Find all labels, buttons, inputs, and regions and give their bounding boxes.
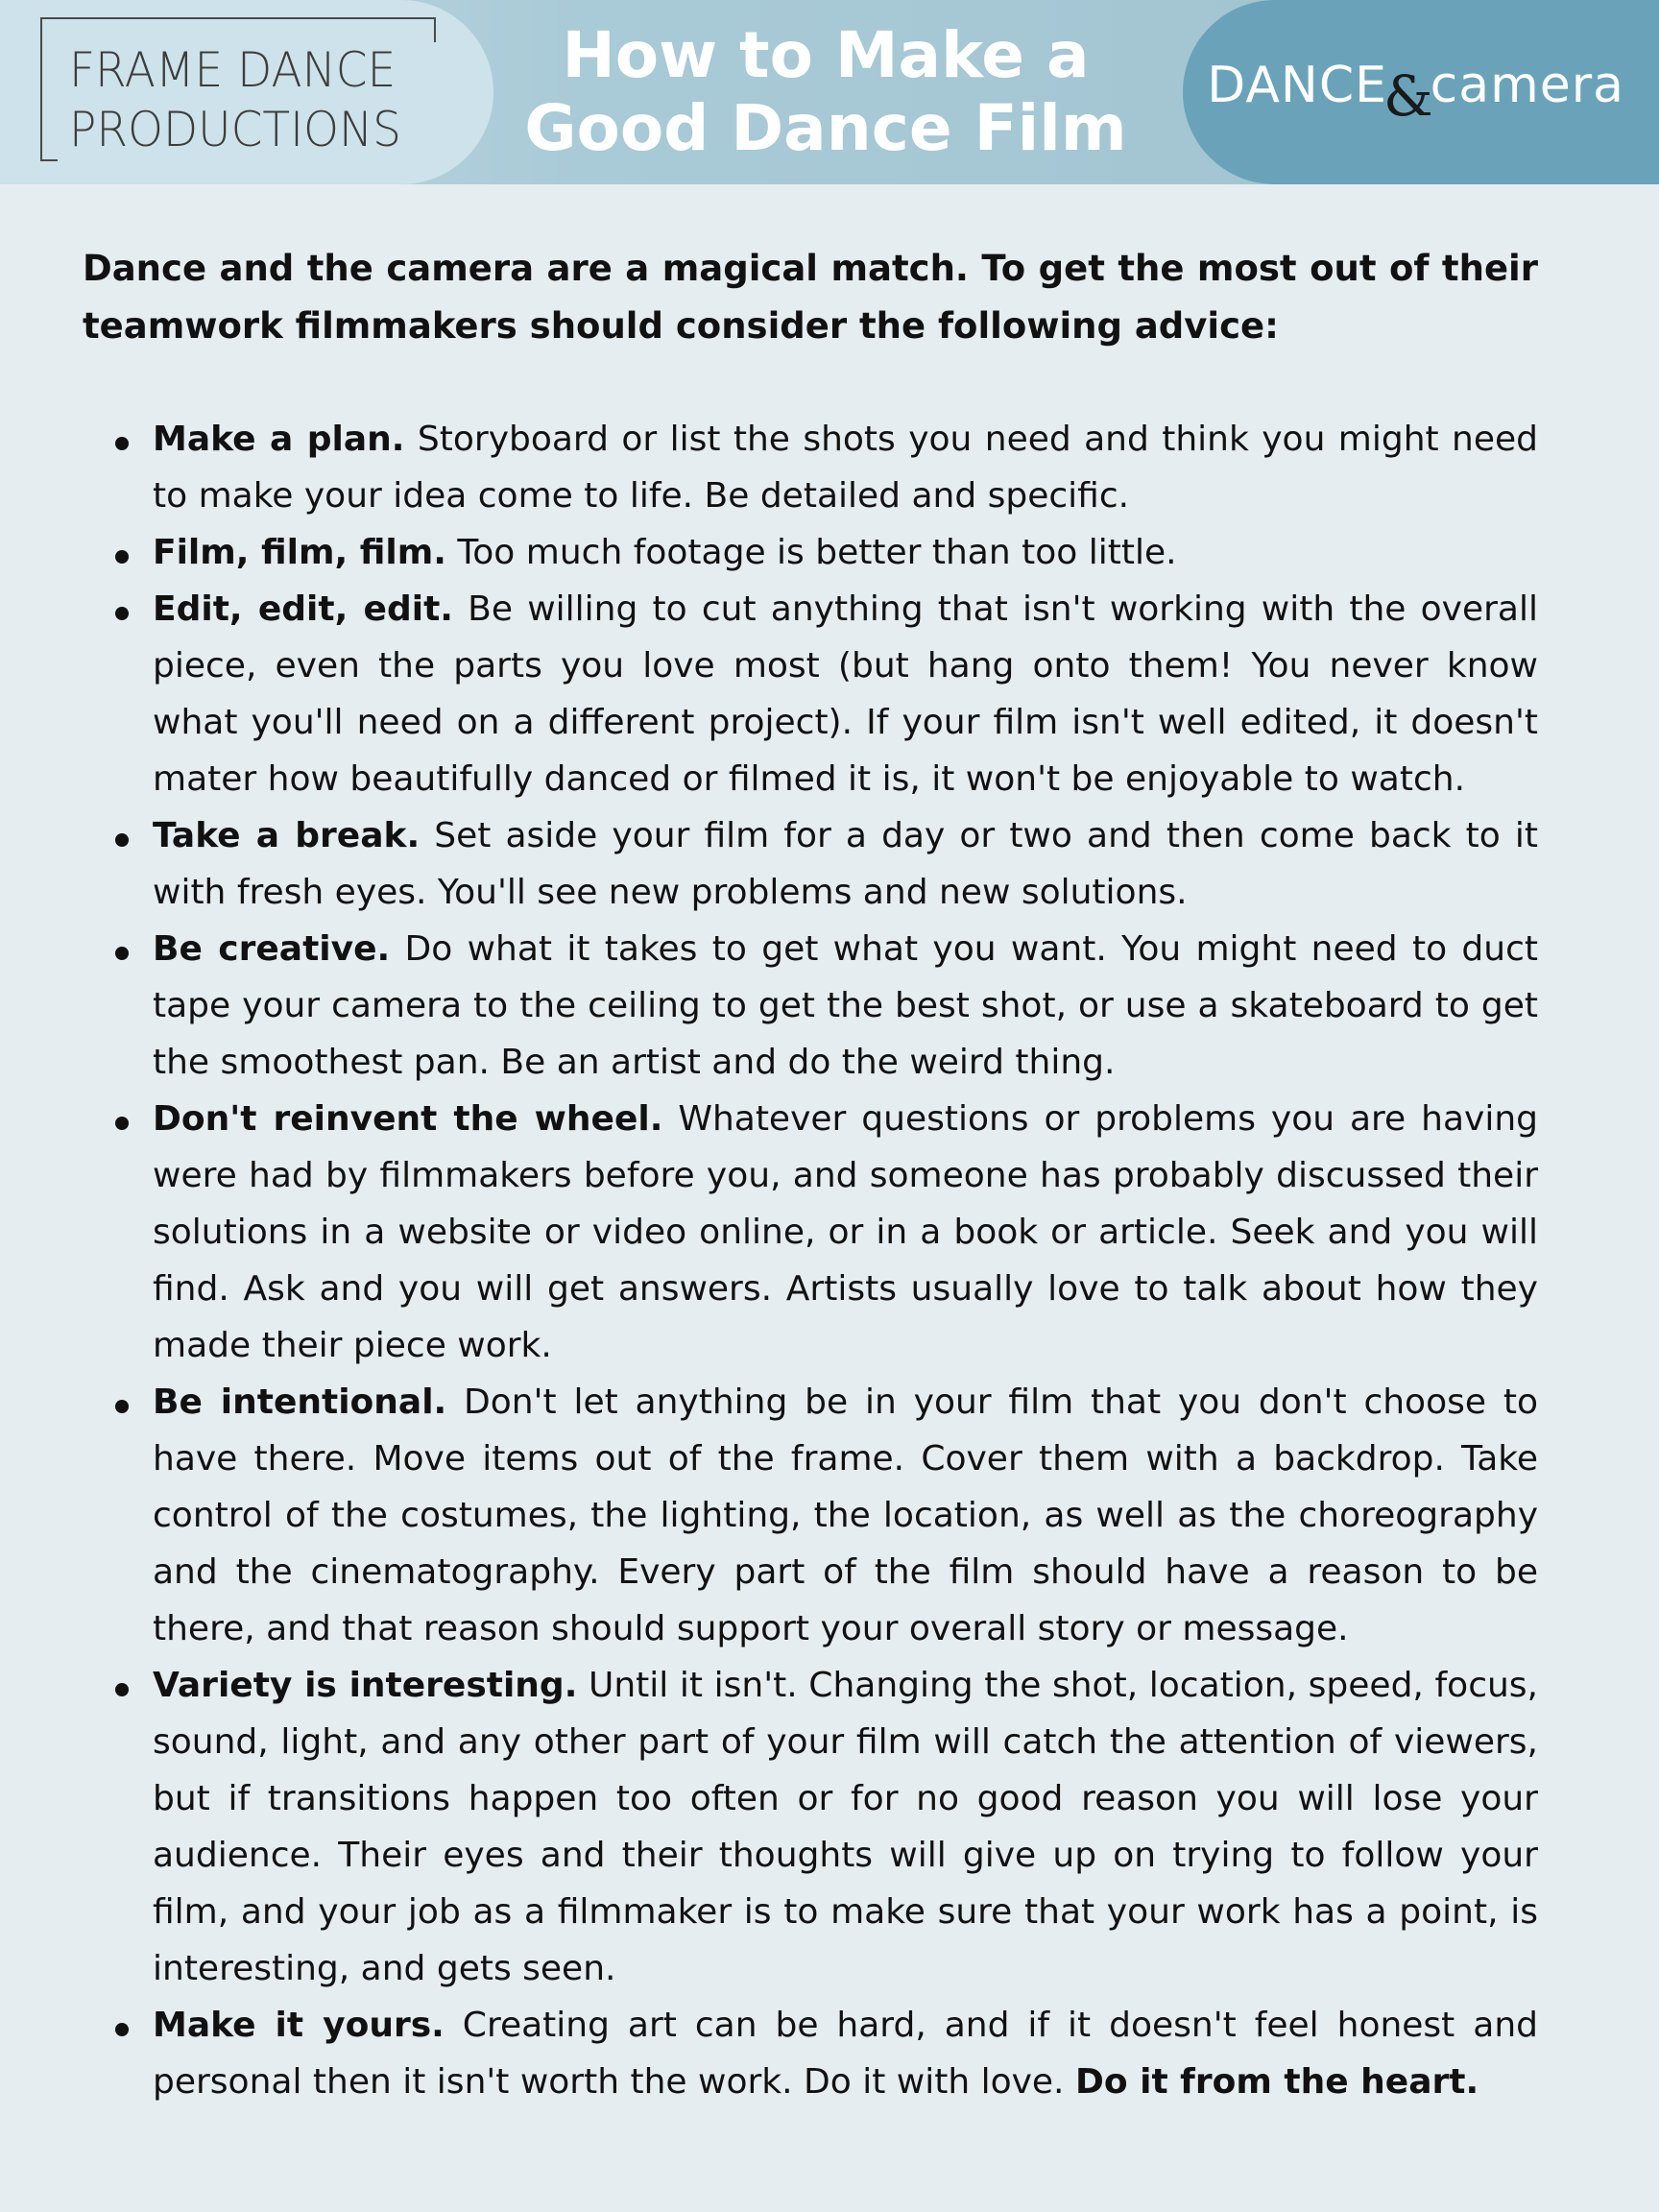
logo-camera-word: camera [1430, 57, 1624, 114]
advice-text: Do what it takes to get what you want. You might need to duct tape your camera to the ceiling to get the best shot, or use a skateboard to get the smoothest pan. Be an artist and do the weird thing. [153, 929, 1538, 1082]
advice-item [83, 1091, 1538, 1374]
advice-heading: Take a break. [153, 816, 421, 855]
bullet-icon [115, 1683, 129, 1696]
bullet-icon [115, 2023, 129, 2036]
advice-item [83, 581, 1538, 807]
bullet-icon [115, 833, 129, 847]
advice-item [83, 807, 1538, 921]
frame-dance-logo [40, 17, 436, 161]
bullet-icon [115, 437, 129, 450]
advice-list [83, 411, 1538, 2110]
page-title [499, 19, 1152, 165]
logo-ampersand: & [1383, 63, 1434, 129]
advice-heading: Make a plan. [153, 420, 405, 459]
title-line2: Good Dance Film [524, 91, 1127, 165]
main-content [83, 240, 1538, 2110]
logo-frame-corner [434, 19, 436, 42]
advice-heading: Variety is interesting. [153, 1666, 578, 1705]
bullet-icon [115, 607, 129, 620]
bullet-icon [115, 947, 129, 960]
advice-heading: Be creative. [153, 929, 391, 969]
logo-dance-word: DANCE [1207, 57, 1387, 114]
advice-closing: Do it from the heart. [1074, 2062, 1479, 2102]
dance-camera-logo-panel [1183, 0, 1659, 184]
advice-item [83, 1374, 1538, 1657]
frame-dance-logo-panel [0, 0, 493, 184]
advice-text: Set aside your film for a day or two and then come back to it with fresh eyes. You'll see new problems and new solutions. [153, 816, 1539, 912]
advice-heading: Edit, edit, edit. [153, 589, 453, 629]
bullet-icon [115, 550, 129, 564]
logo-frame-corner [42, 159, 58, 161]
advice-text: Until it isn't. Changing the shot, location, speed, focus, sound, light, and any other part of your film will catch the attention of viewers, but if transitions happen too often or for no good reason you will lose your audience. Their eyes and their thoughts will give up on trying to follow your film, and your job as a filmmaker is to make sure that your work has a point, is interesting, and gets seen. [153, 1666, 1539, 1988]
advice-text: Too much footage is better than too little. [445, 533, 1177, 572]
logo-text-line1: FRAME DANCE [69, 42, 397, 98]
advice-item [83, 1997, 1538, 2110]
advice-text: Creating art can be hard, and if it doesn't feel honest and personal then it isn't worth the work. Do it with love. [153, 2006, 1538, 2102]
title-line1: How to Make a [562, 18, 1090, 92]
advice-item [83, 1657, 1538, 1997]
advice-heading: Make it yours. [153, 2006, 445, 2045]
advice-heading: Don't reinvent the wheel. [153, 1099, 663, 1139]
bullet-icon [115, 1400, 129, 1413]
advice-item [83, 411, 1538, 524]
advice-heading: Be intentional. [153, 1382, 447, 1422]
advice-text: Be willing to cut anything that isn't working with the overall piece, even the parts you love most (but hang onto them! You never know what you'll need on a different project). If your film isn't well edited, it doesn't mater how beautifully danced or filmed it is, it won't be enjoyable to watch. [153, 589, 1538, 799]
header-banner [0, 0, 1659, 184]
advice-text: Whatever questions or problems you are having were had by filmmakers before you, and someone has probably discussed their solutions in a website or video online, or in a book or article. Seek and you will find. Ask and you will get answers. Artists usually love to talk about how they made their piece work. [153, 1099, 1538, 1365]
dance-camera-logo [1207, 50, 1624, 129]
advice-item [83, 921, 1538, 1091]
logo-text-line2: PRODUCTIONS [69, 102, 401, 157]
bullet-icon [115, 1117, 129, 1130]
advice-item [83, 524, 1538, 581]
intro-paragraph: Dance and the camera are a magical match. To get the most out of their teamwork filmmakers should consider the following advice: [83, 248, 1538, 347]
advice-text: Storyboard or list the shots you need and think you might need to make your idea come to life. Be detailed and specific. [153, 420, 1539, 516]
advice-text: Don't let anything be in your film that you don't choose to have there. Move items out of the frame. Cover them with a backdrop. Take control of the costumes, the lighting, the location, as well as the choreography and the cinematography. Every part of the film should have a reason to be there, and that reason should support your overall story or message. [153, 1382, 1538, 1648]
advice-heading: Film, film, film. [153, 533, 446, 572]
